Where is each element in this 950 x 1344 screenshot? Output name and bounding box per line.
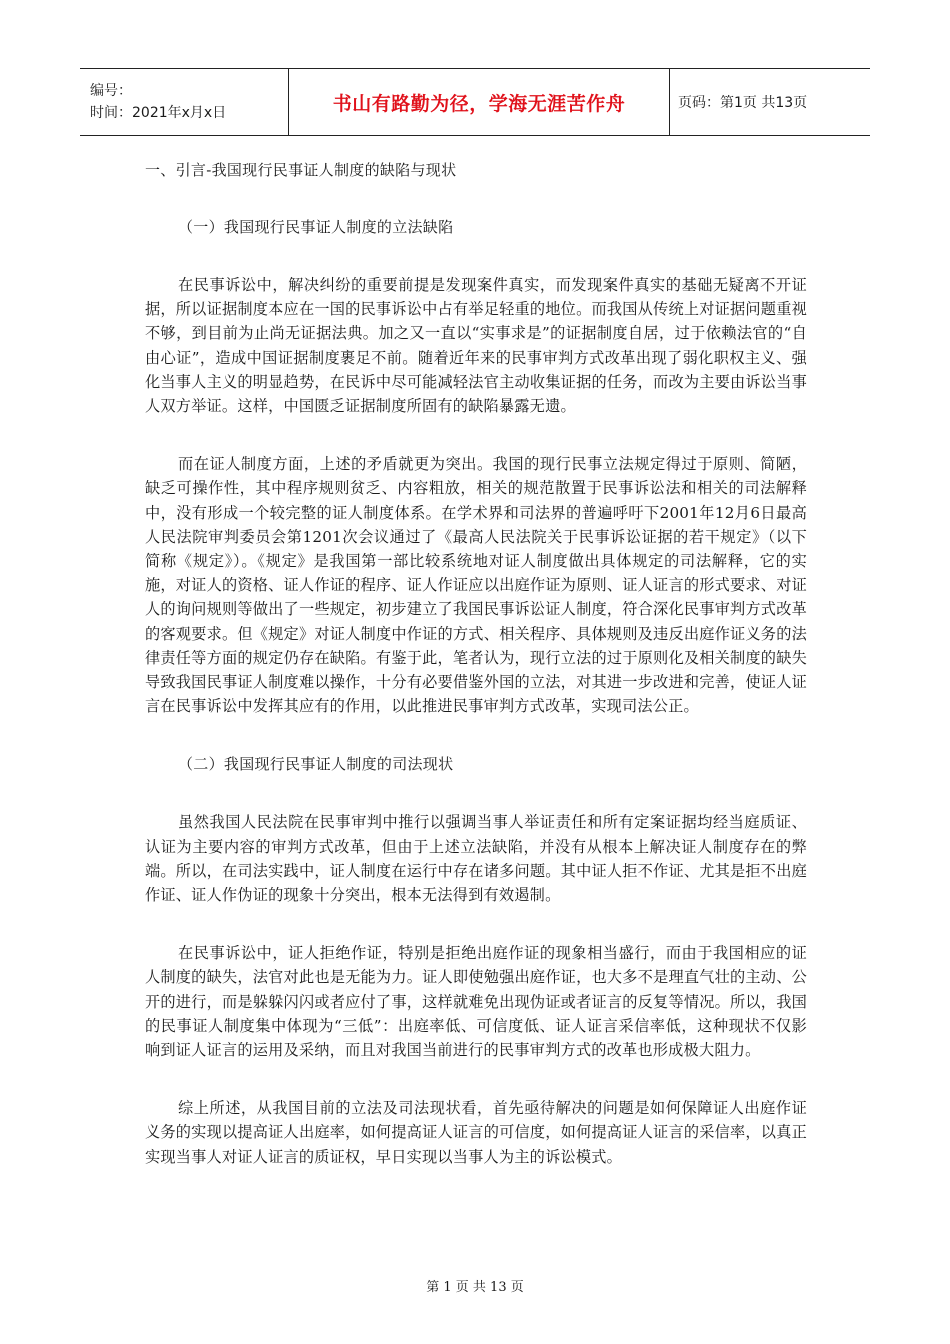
paragraph-1: 在民事诉讼中，解决纠纷的重要前提是发现案件真实，而发现案件真实的基础无疑离不开证据，所以证据制度本应在一国的民事诉讼中占有举足轻重的地位。而我国从传统上对证据问题重视不够，到目前为止尚无证据法典。加之又一直以“实事求是”的证据制度自居，过于依赖法官的“自由心证”，造成中国证据制度裹足不前。随着近年来的民事审判方式改革出现了弱化职权主义、强化当事人主义的明显趋势，在民诉中尽可能减轻法官主动收集证据的任务，而改为主要由诉讼当事人双方举证。这样，中国匮乏证据制度所固有的缺陷暴露无遗。 <box>145 276 807 416</box>
subsection-heading-2: （二）我国现行民事证人制度的司法现状 <box>178 755 454 774</box>
header-meta <box>80 69 289 136</box>
document-date: 时间：2021年x月x日 <box>90 105 227 121</box>
paragraph-3: 虽然我国人民法院在民事审判中推行以强调当事人举证责任和所有定案证据均经当庭质证、认证为主要内容的审判方式改革，但由于上述立法缺陷，并没有从根本上解决证人制度存在的弊端。所以，在司法实践中，证人制度在运行中存在诸多问题。其中证人拒不作证、尤其是拒不出庭作证、证人作伪证的现象十分突出，根本无法得到有效遏制。 <box>145 813 807 905</box>
document-number: 编号： <box>90 83 132 99</box>
page-footer: 第 1 页 共 13 页 <box>426 1280 524 1295</box>
paragraph-4: 在民事诉讼中，证人拒绝作证，特别是拒绝出庭作证的现象相当盛行，而由于我国相应的证人制度的缺失，法官对此也是无能为力。证人即使勉强出庭作证，也大多不是理直气壮的主动、公开的进行，而是躲躲闪闪或者应付了事，这样就难免出现伪证或者证言的反复等情况。所以，我国的民事证人制度集中体现为“三低”：出庭率低、可信度低、证人证言采信率低，这种现状不仅影响到证人证言的运用及采纳，而且对我国当前进行的民事审判方式的改革也形成极大阻力。 <box>145 944 807 1060</box>
subsection-heading-1: （一）我国现行民事证人制度的立法缺陷 <box>178 218 454 236</box>
header-page-info: 页码：第1页 共13页 <box>670 69 871 136</box>
document-body <box>145 158 807 1169</box>
paragraph-5: 综上所述，从我国目前的立法及司法现状看，首先亟待解决的问题是如何保障证人出庭作证义务的实现以提高证人出庭率，如何提高证人证言的可信度，如何提高证人证言的采信率，以真正实现当事人对证人证言的质证权，早日实现以当事人为主的诉讼模式。 <box>145 1099 807 1166</box>
page-header <box>80 68 870 136</box>
paragraph-2: 而在证人制度方面，上述的矛盾就更为突出。我国的现行民事立法规定得过于原则、简陋，缺乏可操作性，其中程序规则贫乏、内容粗放，相关的规范散置于民事诉讼法和相关的司法解释中，没有形成一个较完整的证人制度体系。在学术界和司法界的普遍呼吁下2001年12月6日最高人民法院审判委员会第1201次会议通过了《最高人民法院关于民事诉讼证据的若干规定》（以下简称《规定》）。《规定》是我国第一部比较系统地对证人制度做出具体规定的司法解释，它的实施，对证人的资格、证人作证的程序、证人作证应以出庭作证为原则、证人证言的形式要求、对证人的询问规则等做出了一些规定，初步建立了我国民事诉讼证人制度，符合深化民事审判方式改革的客观要求。但《规定》对证人制度中作证的方式、相关程序、具体规则及违反出庭作证义务的法律责任等方面的规定仍存在缺陷。有鉴于此，笔者认为，现行立法的过于原则化及相关制度的缺失导致我国民事证人制度难以操作，十分有必要借鉴外国的立法，对其进一步改进和完善，使证人证言在民事诉讼中发挥其应有的作用，以此推进民事审判方式改革，实现司法公正。 <box>145 455 807 716</box>
header-motto: 书山有路勤为径，学海无涯苦作舟 <box>289 69 670 136</box>
section-heading: 一、引言-我国现行民事证人制度的缺陷与现状 <box>145 161 457 179</box>
